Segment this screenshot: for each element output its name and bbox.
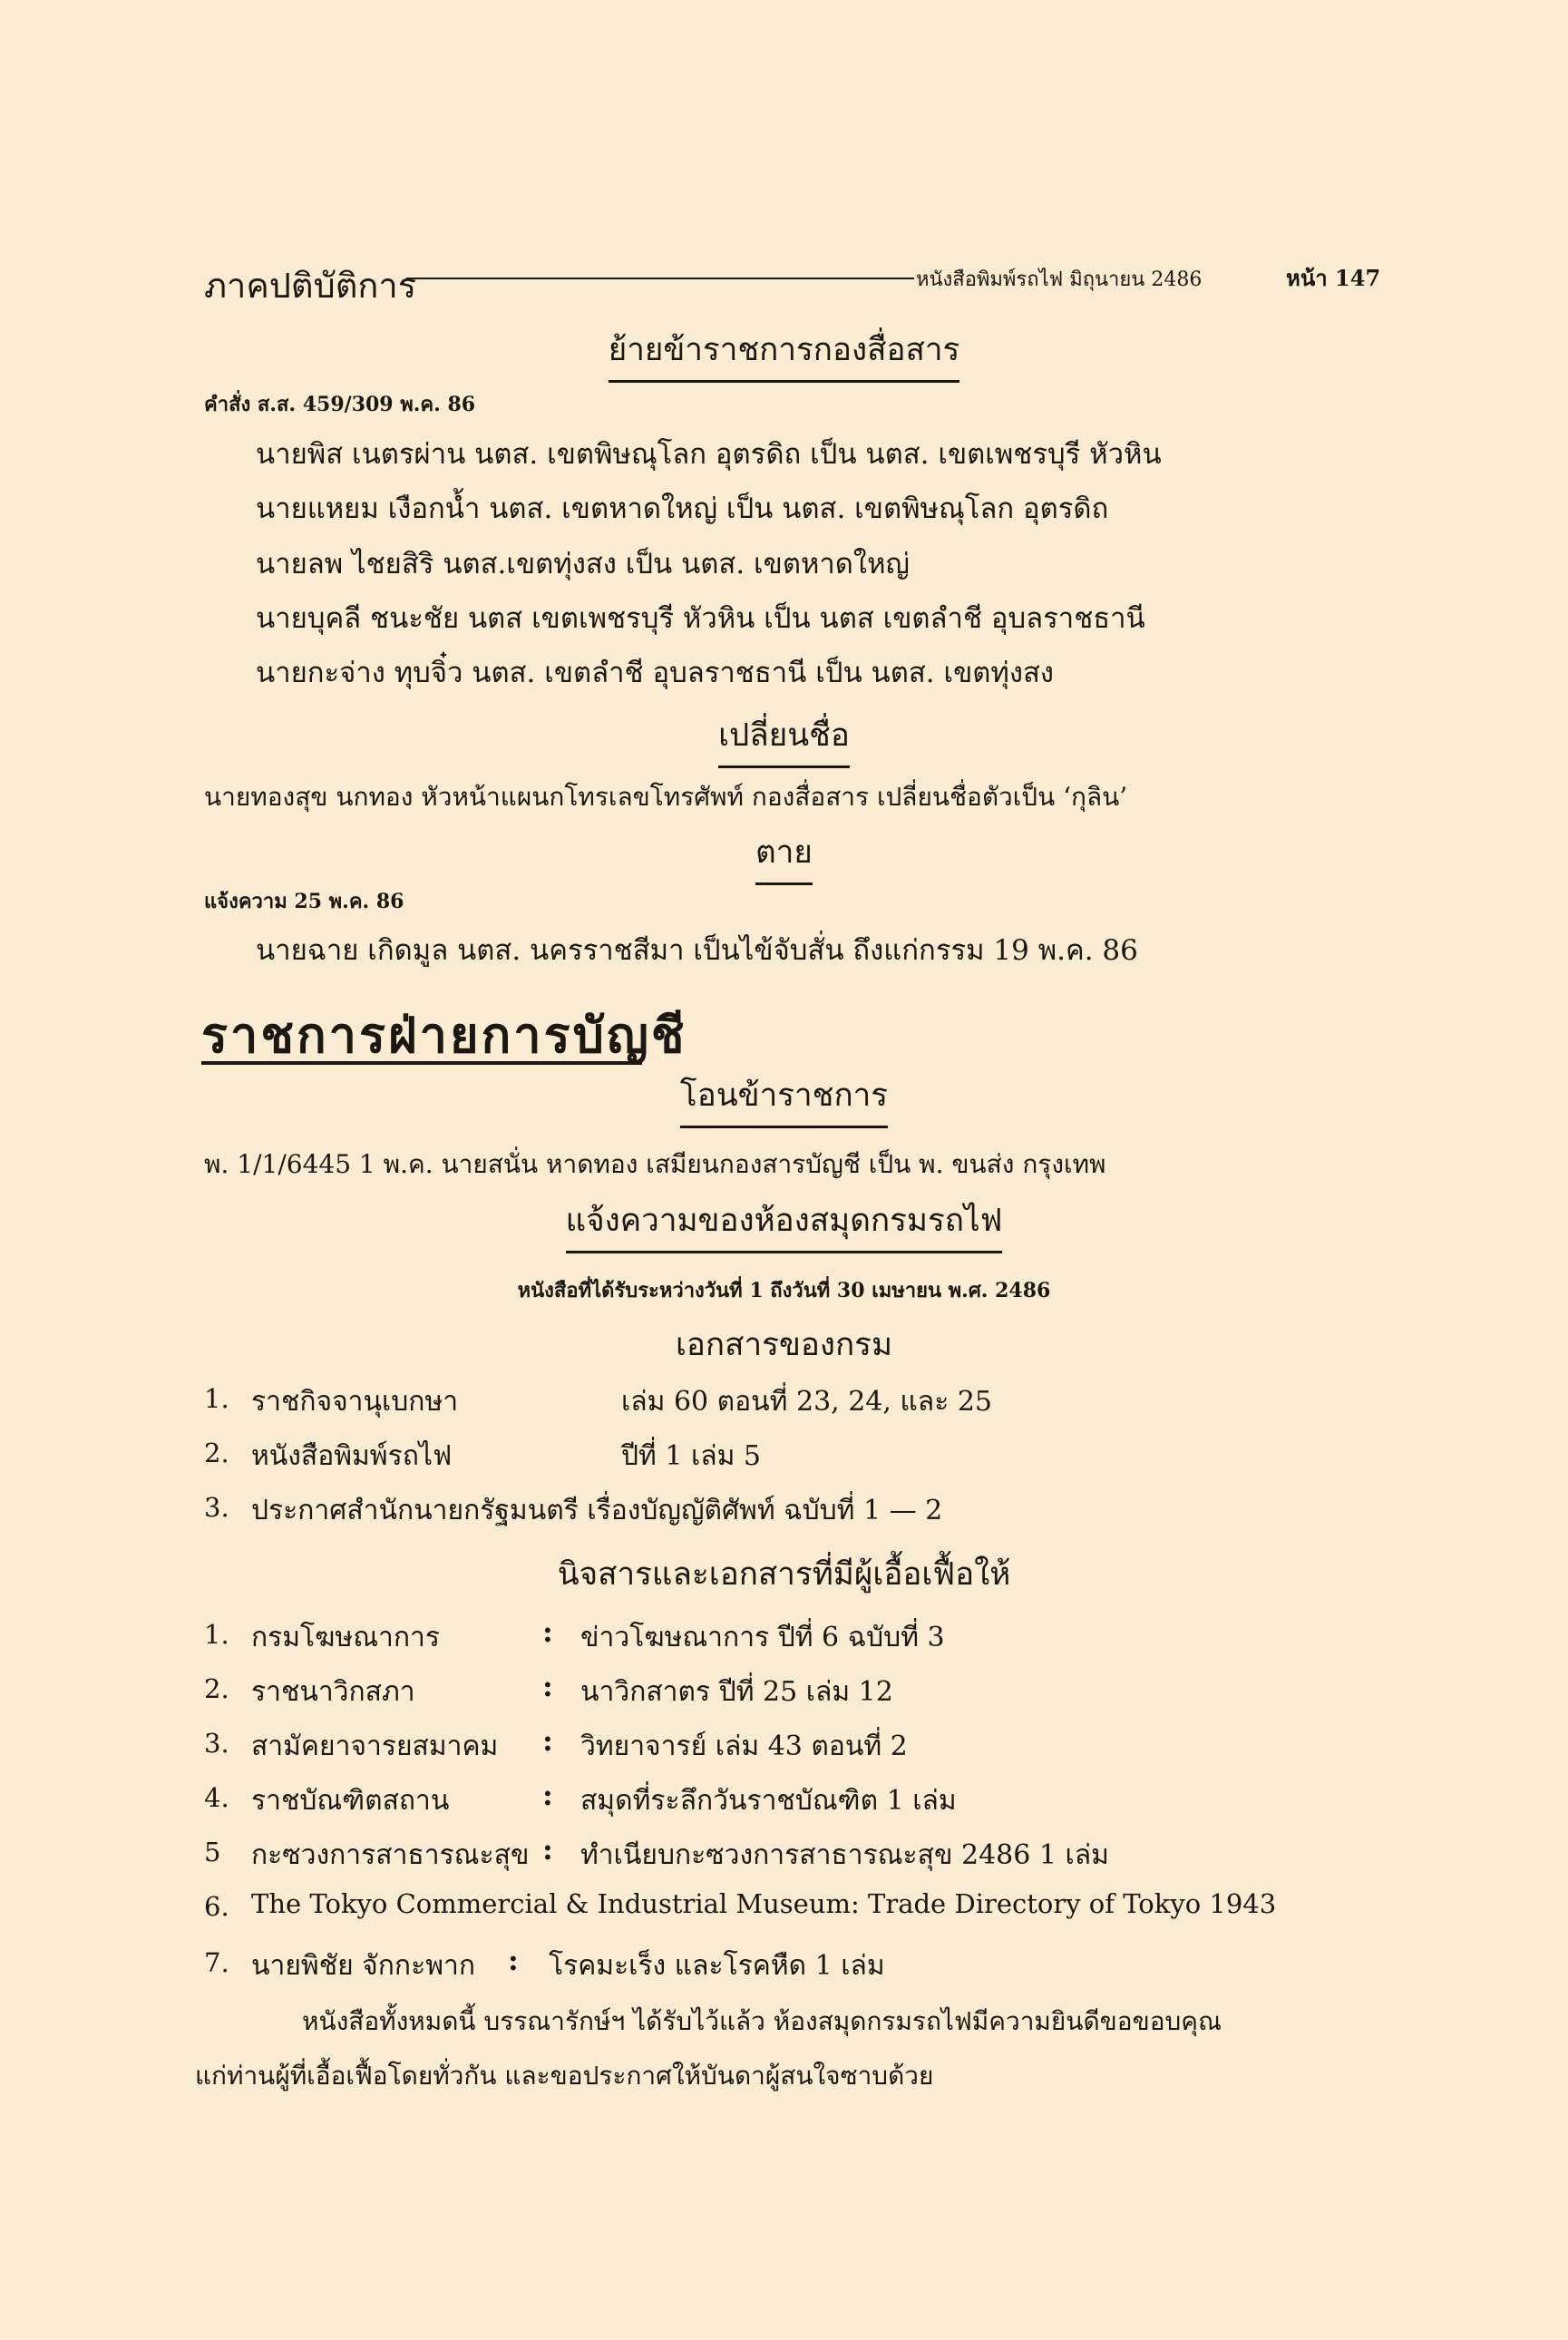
list-number: 3. [204,1492,229,1523]
section-title-transfer [0,325,1568,383]
donor-name: The Tokyo Commercial & Industrial Museum: Trade Directory of Tokyo 1943 [251,1888,1277,1919]
accounting-title-rule [201,1061,642,1065]
donor-name: กรมโฆษณาการ [251,1622,441,1653]
document-name: ราชกิจจานุเบกษา [251,1386,459,1418]
transfer-line: นายกะจ่าง ทุบจิ๋ว นตส. เขตลำชี อุบลราชธานี เป็น นตส. เขตทุ่งสง [256,657,1055,689]
transfer-line: นายลพ ไชยสิริ นตส.เขตทุ่งสง เป็น นตส. เขตหาดใหญ่ [256,548,910,580]
accounting-section-title: ราชการฝ่ายการบัญชี [201,1006,687,1064]
list-number: 4. [204,1782,229,1813]
donor-name: นายพิชัย จักกะพาก [251,1950,475,1982]
donated-item: ทำเนียบกะซวงการสาธารณะสุข 2486 1 เล่ม [580,1839,1109,1871]
header-publication: หนังสือพิมพ์รถไฟ มิถุนายน 2486 [916,268,1203,291]
document-name: ประกาศสำนักนายกรัฐมนตรี เรื่องบัญญัติศัพท์ ฉบับที่ 1 — 2 [251,1495,943,1526]
document-detail: เล่ม 60 ตอนที่ 23, 24, และ 25 [621,1386,993,1418]
death-notice-line: นายฉาย เกิดมูล นตส. นครราชสีมา เป็นไข้จับสั่น ถึงแก่กรรม 19 พ.ค. 86 [256,934,1138,967]
donated-item: สมุดที่ระลึกวันราชบัณฑิต 1 เล่ม [580,1785,957,1817]
donor-name: ราชบัณฑิตสถาน [251,1785,450,1817]
donor-name: ราชนาวิกสภา [251,1676,415,1708]
section-subtitle-transfer [0,1070,1568,1128]
transfer-line: นายบุคลี ชนะชัย นตส เขตเพชรบุรี หัวหิน เป็น นตส เขตลำชี อุบลราชธานี [256,602,1145,635]
section-title-text: โอนข้าราชการ [680,1070,888,1128]
donated-item: ข่าวโฆษณาการ ปีที่ 6 ฉบับที่ 3 [580,1622,945,1653]
section-title-text: แจ้งความของห้องสมุดกรมรถไฟ [566,1195,1003,1253]
list-number: 2. [204,1673,229,1704]
list-number: 6. [204,1891,229,1922]
separator-colon: : [542,1778,553,1812]
library-notice-date-range: หนังสือที่ได้รับระหว่างวันที่ 1 ถึงวันที่ 30 เมษายน พ.ศ. 2486 [517,1279,1051,1302]
donated-item: วิทยาจารย์ เล่ม 43 ตอนที่ 2 [580,1731,908,1762]
donated-item: โรคมะเร็ง และโรคหืด 1 เล่ม [549,1950,885,1982]
separator-colon: : [542,1669,553,1703]
separator-colon: : [542,1614,553,1649]
header-rule [406,278,914,279]
closing-line: หนังสือทั้งหมดนี้ บรรณารักษ์ฯ ได้รับไว้แล้ว ห้องสมุดกรมรถไฟมีความยินดีขอขอบคุณ [302,2006,1222,2036]
order-reference: คำสั่ง ส.ส. 459/309 พ.ค. 86 [204,393,476,416]
transfer-line: นายแหยม เงือกน้ำ นตส. เขตหาดใหญ่ เป็น นตส. เขตพิษณุโลก อุตรดิถ [256,492,1109,525]
section-title-text: ย้ายข้าราชการกองสื่อสาร [609,325,960,383]
gifts-heading: นิจสารและเอกสารที่มีผู้เอื้อเฟื้อให้ [557,1556,1011,1593]
donor-name: สามัคยาจารยสมาคม [251,1731,499,1762]
notice-reference: แจ้งความ 25 พ.ค. 86 [204,890,404,913]
document-name: หนังสือพิมพ์รถไฟ [251,1440,453,1472]
header-section-label: ภาคปติบัติการ [204,266,417,306]
separator-colon: : [508,1943,519,1977]
section-title-text: ตาย [755,827,813,885]
department-documents-heading: เอกสารของกรม [675,1327,893,1363]
library-notice-title [0,1195,1568,1253]
list-number: 2. [204,1438,229,1468]
list-number: 1. [204,1619,229,1650]
header-page-number: หน้า 147 [1286,265,1381,291]
separator-colon: : [542,1832,553,1867]
list-number: 3. [204,1728,229,1759]
name-change-line: นายทองสุข นกทอง หัวหน้าแผนกโทรเลขโทรศัพท์ กองสื่อสาร เปลี่ยนชื่อตัวเป็น ‘กุลิน’ [204,782,1128,812]
list-number: 1. [204,1383,229,1414]
donated-item: นาวิกสาตร ปีที่ 25 เล่ม 12 [580,1676,893,1708]
donor-name: กะซวงการสาธารณะสุข [251,1839,530,1871]
closing-line: แก่ท่านผู้ที่เอื้อเฟื้อโดยทั่วกัน และขอประกาศให้บันดาผู้สนใจซาบด้วย [195,2061,934,2091]
transfer-line: นายพิส เนตรผ่าน นตส. เขตพิษณุโลก อุตรดิถ เป็น นตส. เขตเพชรบุรี หัวหิน [256,438,1162,471]
section-title-text: เปลี่ยนชื่อ [718,710,850,768]
list-number: 5 [204,1837,221,1867]
document-detail: ปีที่ 1 เล่ม 5 [621,1440,762,1472]
separator-colon: : [542,1723,553,1758]
list-number: 7. [204,1947,229,1978]
section-title-name-change [0,710,1568,768]
accounting-transfer-line: พ. 1/1/6445 1 พ.ค. นายสนั่น หาดทอง เสมียนกองสารบัญชี เป็น พ. ขนส่ง กรุงเทพ [204,1149,1106,1179]
section-title-death [0,827,1568,885]
